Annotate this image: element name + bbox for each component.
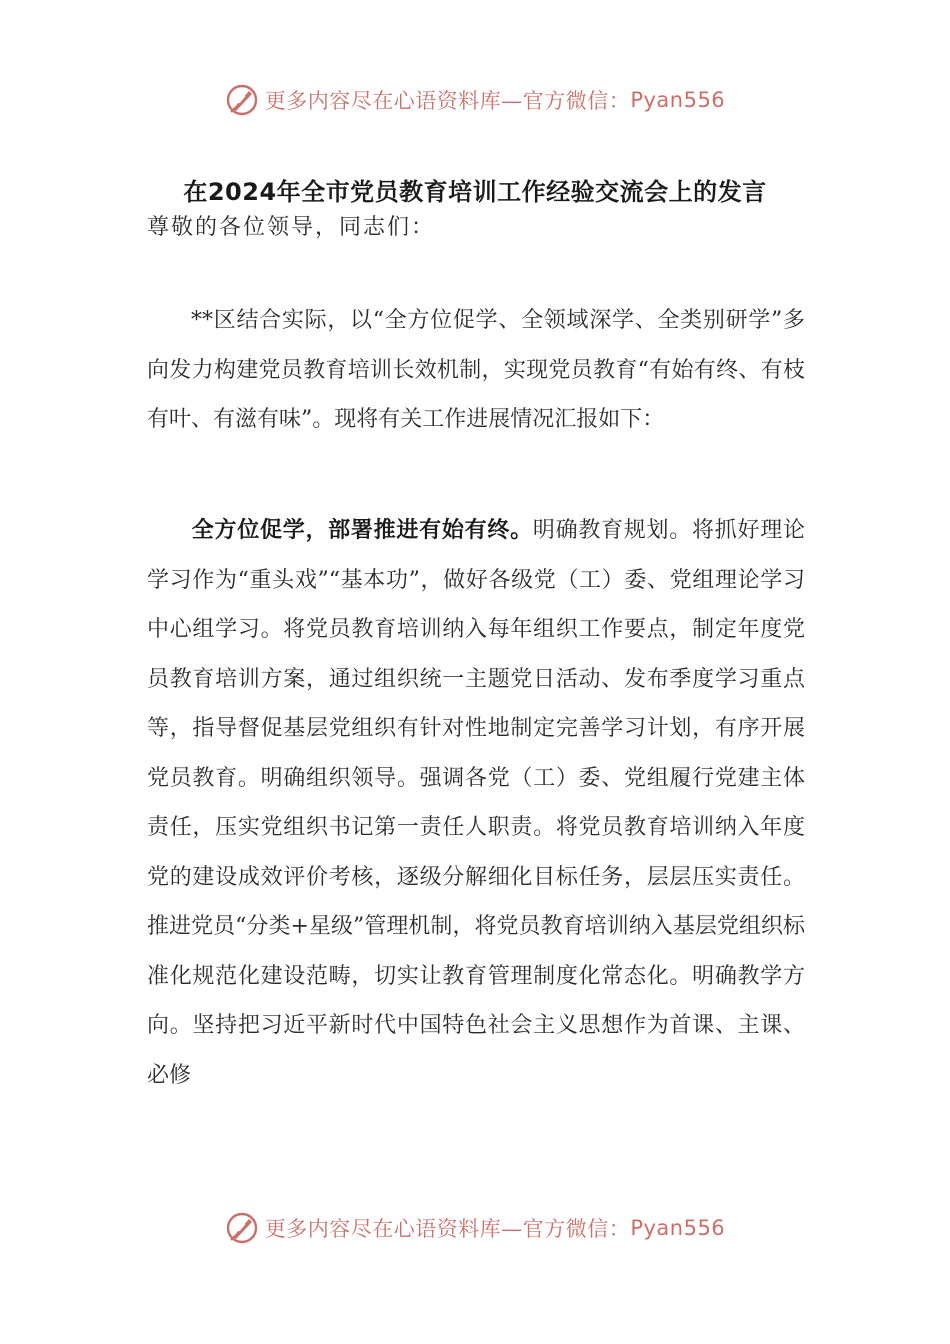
- watermark-wechat-id: Pyan556: [630, 1216, 726, 1240]
- quill-pen-logo-icon: [225, 83, 259, 117]
- paragraph-text: **区结合实际，以“全方位促学、全领域深学、全类别研学”多向发力构建党员教育培训长效机制，实现党员教育“有始有终、有枝有叶、有滋有味”。现将有关工作进展情况汇报如下：: [147, 308, 805, 432]
- salutation: 尊敬的各位领导，同志们：: [147, 215, 436, 240]
- paragraph-intro: [147, 296, 805, 445]
- document-title: 在2024年全市党员教育培训工作经验交流会上的发言: [183, 178, 767, 206]
- watermark-wechat-id: Pyan556: [630, 88, 726, 112]
- footer-watermark: [0, 1208, 950, 1248]
- watermark-text: 更多内容尽在心语资料库—官方微信：: [264, 89, 631, 113]
- paragraph-text: 明确教育规划。将抓好理论学习作为“重头戏”“基本功”，做好各级党（工）委、党组理论学习中心组学习。将党员教育培训纳入每年组织工作要点，制定年度党员教育培训方案，通过组织统一主题党日活动、发布季度学习重点等，指导督促基层党组织有针对性地制定完善学习计划，有序开展党员教育。明确组织领导。强调各党（工）委、党组履行党建主体责任，压实党组织书记第一责任人职责。将党员教育培训纳入年度党的建设成效评价考核，逐级分解细化目标任务，层层压实责任。推进党员“分类+星级”管理机制，将党员教育培训纳入基层党组织标准化规范化建设范畴，切实让教育管理制度化常态化。明确教学方向。坚持把习近平新时代中国特色社会主义思想作为首课、主课、必修: [147, 518, 805, 1088]
- paragraph-section-1: [147, 506, 805, 1100]
- quill-pen-logo-icon: [225, 1211, 259, 1245]
- watermark-text: 更多内容尽在心语资料库—官方微信：: [264, 1217, 631, 1241]
- paragraph-lead-heading: 全方位促学，部署推进有始有终。: [191, 517, 533, 543]
- header-watermark: [0, 80, 950, 120]
